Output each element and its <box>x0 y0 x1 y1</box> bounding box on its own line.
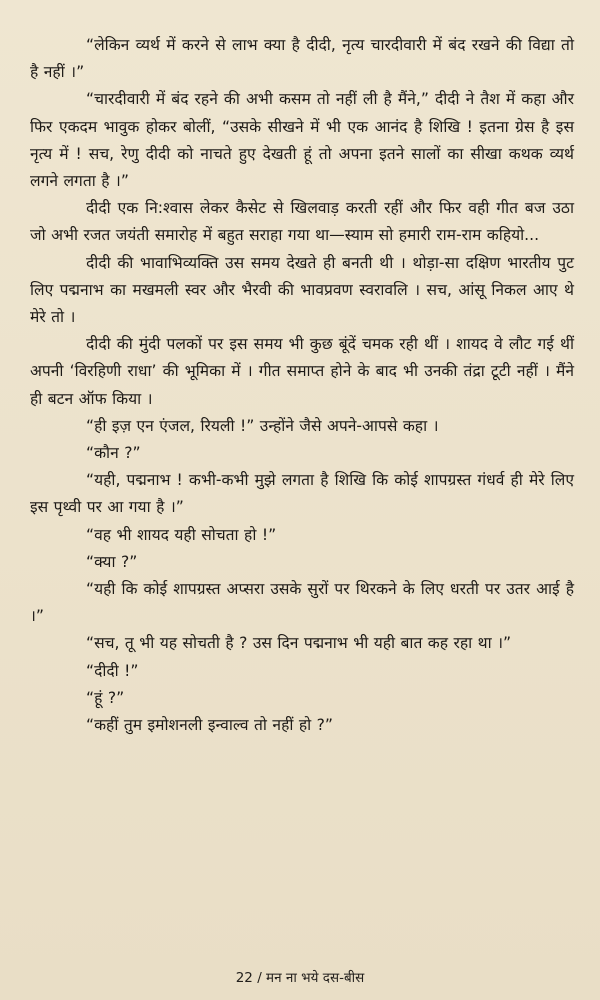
paragraph: “सच, तू भी यह सोचती है ? उस दिन पद्मनाभ भी यही बात कह रहा था ।” <box>86 634 512 653</box>
paragraph: “यही, पद्मनाभ ! कभी-कभी मुझे लगता है शिखि कि कोई शापग्रस्त गंधर्व ही मेरे लिए इस पृथ्वी पर आ गया है ।” <box>30 471 574 517</box>
paragraph: “कहीं तुम इमोशनली इन्वाल्व तो नहीं हो ?” <box>86 716 333 735</box>
page-body-text <box>30 32 574 739</box>
paragraph: “यही कि कोई शापग्रस्त अप्सरा उसके सुरों पर थिरकने के लिए धरती पर उतर आई है ।” <box>30 580 574 626</box>
page-footer: 22 / मन ना भये दस-बीस <box>235 970 365 986</box>
paragraph: “क्या ?” <box>86 552 138 571</box>
paragraph: “वह भी शायद यही सोचता हो !” <box>86 525 277 544</box>
paragraph: “लेकिन व्यर्थ में करने से लाभ क्या है दीदी, नृत्य चारदीवारी में बंद रखने की विद्या तो है नहीं ।” <box>30 36 574 82</box>
paragraph: “हूं ?” <box>86 688 125 707</box>
paragraph: “ही इज़ एन एंजल, रियली !” उन्होंने जैसे अपने-आपसे कहा । <box>86 416 439 435</box>
paragraph: “चारदीवारी में बंद रहने की अभी कसम तो नहीं ली है मैंने,” दीदी ने तैश में कहा और फिर एकदम भावुक होकर बोलीं, “उसके सीखने में भी एक आनंद है शिखि ! इतना ग्रेस है इस नृत्य में ! सच, रेणु दीदी को नाचते हुए देखती हूं तो अपना इतने सालों का सीखा कथक व्यर्थ लगने लगता है ।” <box>30 90 574 191</box>
paragraph: दीदी की भावाभिव्यक्ति उस समय देखते ही बनती थी । थोड़ा-सा दक्षिण भारतीय पुट लिए पद्मनाभ का मखमली स्वर और भैरवी की भावप्रवण स्वरावलि । सच, आंसू निकल आए थे मेरे तो । <box>30 253 574 327</box>
paragraph: दीदी की मुंदी पलकों पर इस समय भी कुछ बूंदें चमक रही थीं । शायद वे लौट गई थीं अपनी ‘विरहिणी राधा’ की भूमिका में । गीत समाप्त होने के बाद भी उनकी तंद्रा टूटी नहीं । मैंने ही बटन ऑफ किया । <box>30 335 574 408</box>
paragraph: दीदी एक नि:श्वास लेकर कैसेट से खिलवाड़ करती रहीं और फिर वही गीत बज उठा जो अभी रजत जयंती समारोह में बहुत सराहा गया था—स्याम सो हमारी राम-राम कहियो... <box>30 199 574 245</box>
paragraph: “दीदी !” <box>86 661 139 680</box>
paragraph: “कौन ?” <box>86 444 141 463</box>
